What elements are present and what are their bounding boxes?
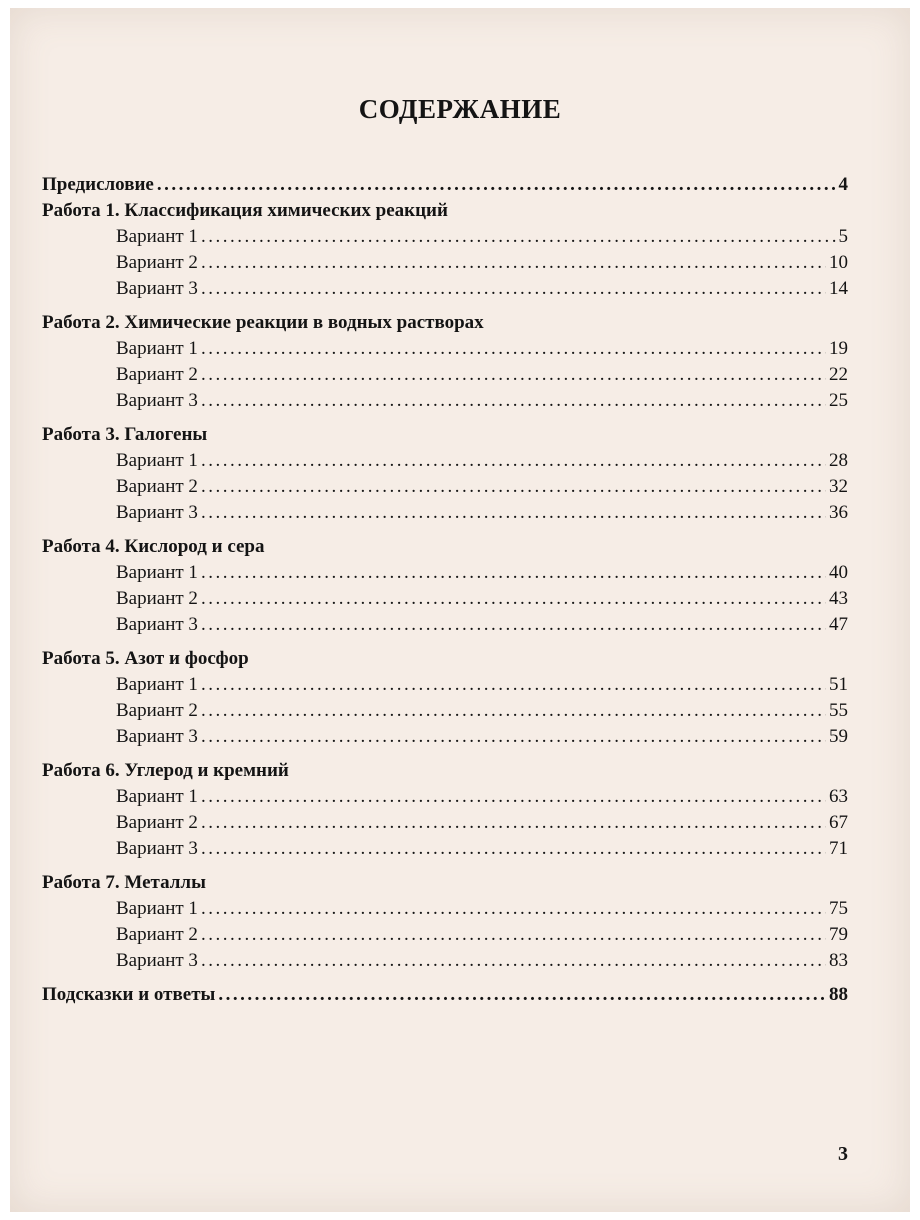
- page-title: СОДЕРЖАНИЕ: [358, 94, 562, 124]
- dot-leader: [201, 224, 836, 250]
- toc-entry-label: Работа 1. Классификация химических реакций: [42, 200, 448, 221]
- dot-leader: [218, 982, 826, 1008]
- toc-page-number: 43: [829, 588, 848, 609]
- dot-leader: [201, 362, 826, 388]
- toc-page-number: 51: [829, 674, 848, 695]
- dot-leader: [201, 948, 826, 974]
- dot-leader: [201, 388, 826, 414]
- toc-entry-label: Работа 7. Металлы: [42, 872, 206, 893]
- toc-entry: [42, 836, 848, 862]
- toc-entry: [42, 250, 848, 276]
- toc-entry: [42, 672, 848, 698]
- toc-entry-label: Работа 6. Углерод и кремний: [42, 760, 289, 781]
- toc-entry-label: Вариант 1: [116, 562, 198, 583]
- toc-entry-label: Предисловие: [42, 174, 154, 195]
- toc-page-number: 83: [829, 950, 848, 971]
- toc-page-number: 55: [829, 700, 848, 721]
- toc-entry: [42, 388, 848, 414]
- dot-leader: [201, 922, 826, 948]
- toc-entry: [42, 224, 848, 250]
- toc-entry: [42, 276, 848, 302]
- dot-leader: [201, 500, 826, 526]
- toc-page-number: 75: [829, 898, 848, 919]
- toc-entry-label: Вариант 1: [116, 338, 198, 359]
- toc-entry-label: Вариант 2: [116, 252, 198, 273]
- toc-page-number: 14: [829, 278, 848, 299]
- toc-entry-label: Вариант 3: [116, 614, 198, 635]
- toc-section-heading: [42, 758, 848, 784]
- toc-entry-label: Вариант 1: [116, 450, 198, 471]
- toc-page-number: 32: [829, 476, 848, 497]
- dot-leader: [201, 336, 826, 362]
- toc-entry-label: Вариант 3: [116, 950, 198, 971]
- toc-page-number: 63: [829, 786, 848, 807]
- toc-entry: [42, 474, 848, 500]
- toc-entry-label: Вариант 3: [116, 726, 198, 747]
- dot-leader: [201, 560, 826, 586]
- toc-entry-label: Вариант 2: [116, 812, 198, 833]
- toc-entry: [42, 448, 848, 474]
- dot-leader: [201, 276, 826, 302]
- toc-page-number: 71: [829, 838, 848, 859]
- toc-page-number: 47: [829, 614, 848, 635]
- toc-section-heading: [42, 646, 848, 672]
- toc-section-heading: [42, 422, 848, 448]
- toc-entry: [42, 724, 848, 750]
- toc-page-number: 40: [829, 562, 848, 583]
- toc-page-number: 59: [829, 726, 848, 747]
- dot-leader: [201, 836, 826, 862]
- toc-page-number: 67: [829, 812, 848, 833]
- toc-entry: [42, 896, 848, 922]
- toc-page-number: 19: [829, 338, 848, 359]
- toc-entry-label: Вариант 2: [116, 924, 198, 945]
- book-page: [10, 8, 910, 1212]
- toc-entry: [42, 612, 848, 638]
- dot-leader: [201, 784, 826, 810]
- toc-entry: [42, 784, 848, 810]
- toc-section-heading: [42, 172, 848, 198]
- toc-section-heading: [42, 870, 848, 896]
- toc-page-number: 4: [838, 174, 848, 195]
- toc-entry-label: Вариант 2: [116, 588, 198, 609]
- toc-entry-label: Вариант 2: [116, 364, 198, 385]
- toc-entry-label: Вариант 3: [116, 390, 198, 411]
- toc-section-heading: [42, 534, 848, 560]
- toc-entry-label: Работа 5. Азот и фосфор: [42, 648, 249, 669]
- toc-entry: [42, 362, 848, 388]
- toc-entry-label: Вариант 1: [116, 898, 198, 919]
- toc-page-number: 22: [829, 364, 848, 385]
- toc-entry-label: Вариант 1: [116, 786, 198, 807]
- dot-leader: [201, 448, 826, 474]
- dot-leader: [201, 698, 826, 724]
- page-number: 3: [838, 1143, 848, 1165]
- toc-entry-label: Работа 3. Галогены: [42, 424, 208, 445]
- dot-leader: [201, 474, 826, 500]
- toc-entry-label: Вариант 1: [116, 226, 198, 247]
- toc-entry-label: Работа 4. Кислород и сера: [42, 536, 265, 557]
- dot-leader: [201, 810, 826, 836]
- dot-leader: [157, 172, 836, 198]
- dot-leader: [201, 612, 826, 638]
- toc-page-number: 5: [838, 226, 848, 247]
- dot-leader: [201, 250, 826, 276]
- table-of-contents: [42, 172, 848, 1008]
- toc-entry-label: Работа 2. Химические реакции в водных растворах: [42, 312, 484, 333]
- dot-leader: [201, 586, 826, 612]
- toc-section-heading: [42, 982, 848, 1008]
- toc-entry-label: Вариант 3: [116, 278, 198, 299]
- toc-section-heading: [42, 198, 848, 224]
- toc-page-number: 88: [829, 984, 848, 1005]
- toc-page-number: 79: [829, 924, 848, 945]
- toc-entry: [42, 810, 848, 836]
- toc-page-number: 10: [829, 252, 848, 273]
- toc-page-number: 25: [829, 390, 848, 411]
- toc-entry: [42, 500, 848, 526]
- toc-entry: [42, 586, 848, 612]
- dot-leader: [201, 724, 826, 750]
- toc-entry-label: Вариант 3: [116, 502, 198, 523]
- toc-page-number: 36: [829, 502, 848, 523]
- toc-entry-label: Вариант 2: [116, 476, 198, 497]
- toc-entry: [42, 336, 848, 362]
- toc-entry-label: Вариант 1: [116, 674, 198, 695]
- toc-entry: [42, 560, 848, 586]
- toc-entry-label: Подсказки и ответы: [42, 984, 216, 1005]
- dot-leader: [201, 896, 826, 922]
- toc-page-number: 28: [829, 450, 848, 471]
- toc-entry-label: Вариант 3: [116, 838, 198, 859]
- toc-section-heading: [42, 310, 848, 336]
- toc-entry: [42, 698, 848, 724]
- toc-entry: [42, 948, 848, 974]
- dot-leader: [201, 672, 826, 698]
- toc-entry: [42, 922, 848, 948]
- toc-entry-label: Вариант 2: [116, 700, 198, 721]
